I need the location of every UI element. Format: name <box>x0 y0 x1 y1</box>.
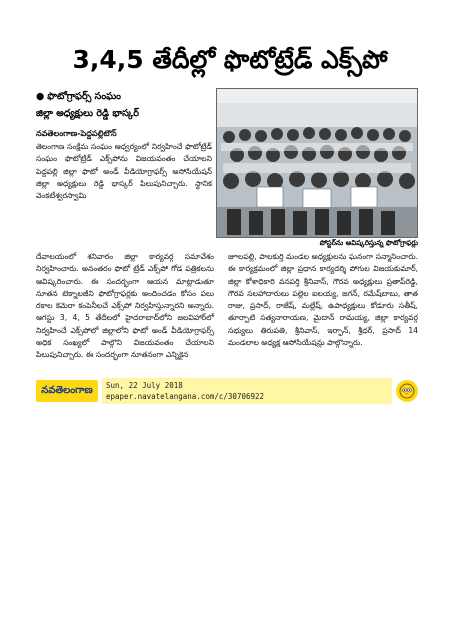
brand-logo: నవతెలంగాణ <box>36 380 98 402</box>
epaper-footer <box>36 378 418 404</box>
epaper-meta <box>102 378 392 404</box>
article-column-1-bottom <box>36 251 214 362</box>
subhead-1: ఫొటోగ్రాఫర్స్ సంఘం <box>47 91 121 102</box>
owl-icon <box>399 383 415 399</box>
mascot-icon <box>396 380 418 402</box>
photo-caption: పోస్టర్‌ను ఆవిష్కరిస్తున్న ఫొటోగ్రాఫర్లు <box>319 239 418 247</box>
subheadings <box>36 88 211 122</box>
subhead-line: జిల్లా అధ్యక్షులు రెడ్డి భాస్కర్ <box>36 108 139 119</box>
news-photo <box>216 88 418 238</box>
subhead-line <box>36 88 211 105</box>
body-paragraph: జూలపల్లి, పాలకుర్తి మండల అధ్యక్షులను ఘనంగా సన్మానించారు. ఈ కార్యక్రమంలో జిల్లా ప్రధాన కార్యదర్శి పోగుల విజయకుమార్, జిల్లా కోశాధికారి వనపర్తి శ్రీనివాస్, గౌరవ అధ్యక్షులు ప్రతాప్‌రెడ్డి, గౌరవ సలహాదారులు పల్లెల ఐలయ్య, జగన్, రమేష్‌బాబు, తాత రాజు, ప్రసాద్, రాజేష్, మల్లేష్, ఉపాధ్యక్షులు కోడూరు సతీష్, తూర్పాటి సత్యనారాయణ, మైదాన్ రామయ్య, జిల్లా కార్యవర్గ సభ్యులు తిరుపతి, శ్రీనివాస్, ఇర్ఫాన్, శ్రీధర్, ప్రసాద్ 14 మండలాల అధ్యక్ష ఆసోసియేషన్లు పాల్గొన్నారు. <box>228 252 418 348</box>
group-photo-image <box>217 89 417 237</box>
article-column-1-top <box>36 141 212 202</box>
dateline: నవతెలంగాణ-పెద్దపల్లిటౌన్ <box>36 129 117 138</box>
epaper-url[interactable]: epaper.navatelangana.com/c/30706922 <box>106 392 265 401</box>
headline: 3,4,5 తేదీల్లో ఫొటోట్రేడ్ ఎక్స్‌పో <box>72 45 388 74</box>
body-paragraph: తెలంగాణ సంక్షేమ సంఘం ఆధ్వర్యంలో నిర్వహించే ఫొటోట్రేడ్ సంఘం ఫొటోట్రేడ్ ఎక్స్‌పోను విజయవంతం చేయాలని పెద్దపల్లి జిల్లా ఫొటో అండ్ వీడియోగ్రాఫర్స్ అసోసియేషన్ జిల్లా అధ్యక్షులు రెడ్డి భాస్కర్ పిలుపునిచ్చారు. స్థానిక వెంకటేశ్వరస్వామి <box>36 142 212 201</box>
edition-date: Sun, 22 July 2018 <box>106 381 183 390</box>
bullet-icon: ● <box>36 91 45 102</box>
body-paragraph: దేవాలయంలో శనివారం జిల్లా కార్యవర్గ సమావేశం నిర్వహించారు. అనంతరం ఫొటో ట్రేడ్ ఎక్స్‌పో గోడ పత్రికలను ఆవిష్కరించారు. ఈ సందర్భంగా ఆయన మాట్లాడుతూ నూతన టెక్నాలజీని ఫొటోగ్రాఫర్లకు అందించడం కోసం పలు రకాల కెమెరా కంపెనీలచే ఎక్స్‌పో నిర్వహిస్తున్నారని అన్నారు. ఆగస్టు 3, 4, 5 తేదీలలో హైదరాబాద్‌లోని జలవిహార్‌లో నిర్వహించే ఎక్స్‌పోలో జిల్లాలోని ఫొటో అండ్ వీడియోగ్రాఫర్స్ అధిక సంఖ్యలో పాల్గొని విజయవంతం చేయాలని పిలుపునిచ్చారు. ఈ సందర్భంగా నూతనంగా ఎన్నికైన <box>36 252 214 360</box>
article-column-2 <box>228 251 418 349</box>
